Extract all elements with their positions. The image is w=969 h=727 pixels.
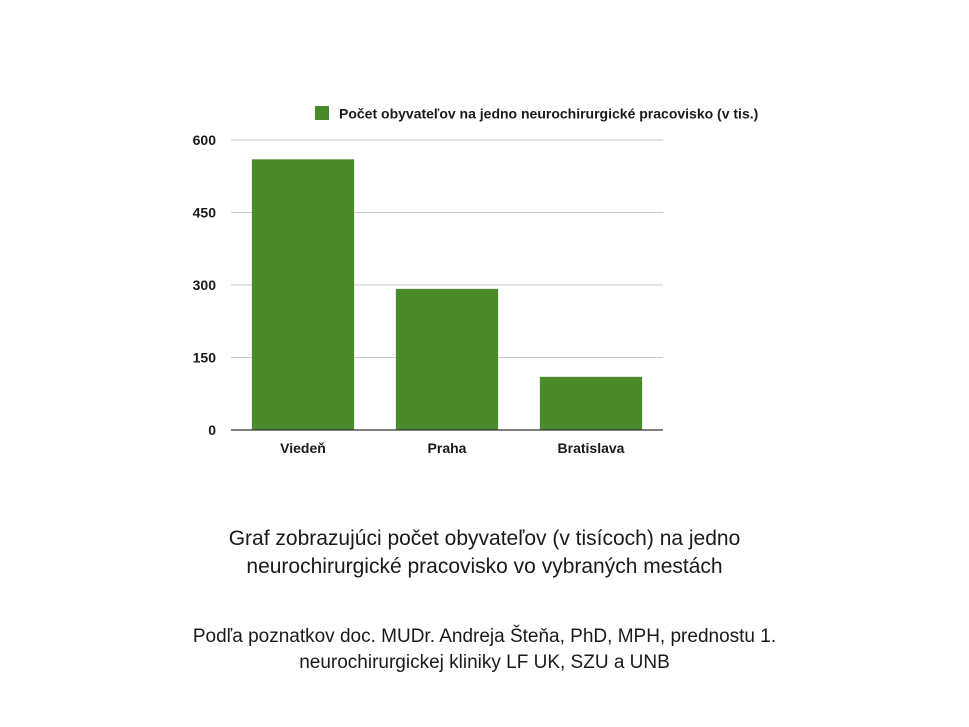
caption-title-line-1: Graf zobrazujúci počet obyvateľov (v tisícoch) na jedno [228,527,741,550]
chart-caption [0,525,969,581]
legend-swatch [315,106,329,120]
x-tick-label: Viedeň [280,440,326,456]
y-tick-label: 300 [192,277,216,293]
x-tick-labels [280,440,625,456]
x-tick-label: Bratislava [557,440,625,456]
legend-label: Počet obyvateľov na jedno neurochirurgické pracovisko (v tis.) [339,105,759,122]
source-note [0,624,969,676]
source-note-line-1: Podľa poznatkov doc. MUDr. Andreja Šteňa, PhD, MPH, prednostu 1. [192,626,777,647]
chart-legend [315,106,758,122]
y-tick-label: 450 [192,204,216,221]
y-tick-label: 0 [208,422,216,438]
bar [396,289,498,430]
y-tick-labels [193,132,217,438]
bar [252,159,354,430]
y-tick-label: 600 [192,132,216,148]
x-tick-label: Praha [427,440,467,456]
source-note-line-2: neurochirurgickej kliniky LF UK, SZU a UNB [299,652,670,673]
bar [540,377,642,430]
caption-title-line-2: neurochirurgické pracovisko vo vybraných mestách [246,555,723,578]
chart-bars [252,159,642,430]
y-tick-label: 150 [192,349,216,366]
